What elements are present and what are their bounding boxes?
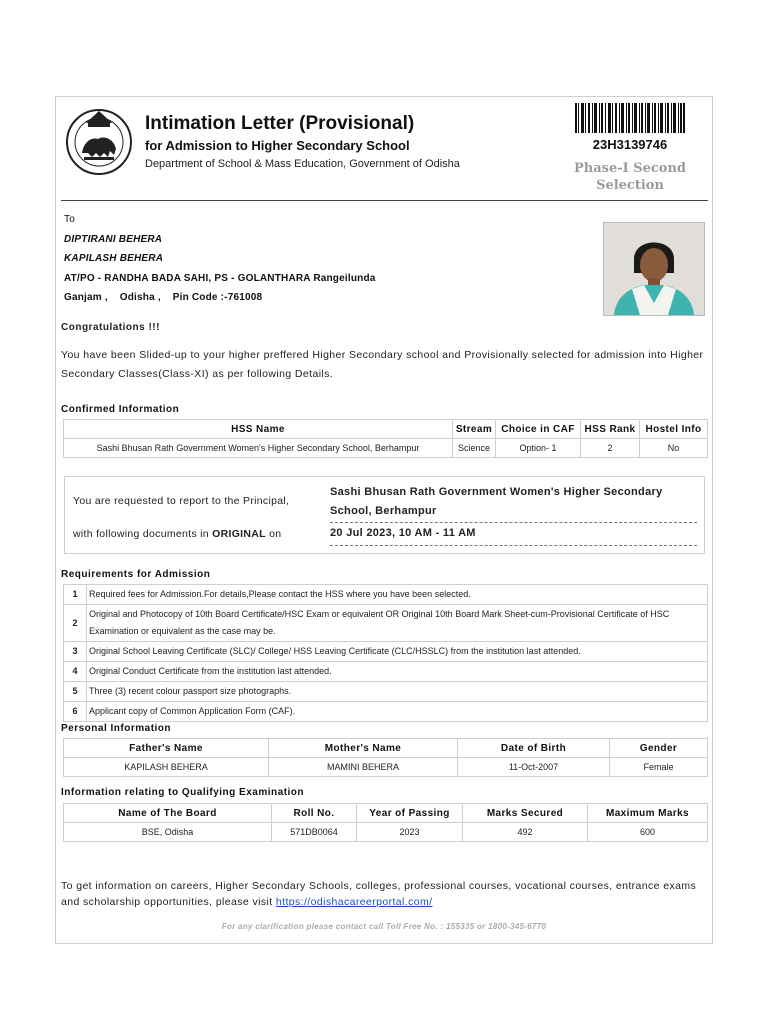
candidate-name: DIPTIRANI BEHERA (64, 234, 163, 245)
hostel-cell: No (640, 439, 708, 458)
table-row (64, 642, 708, 662)
mother-name-cell: MAMINI BEHERA (269, 758, 458, 777)
department-name: Department of School & Mass Education, Government of Odisha (145, 158, 460, 170)
selection-phase: Phase-I Second Selection (573, 161, 687, 193)
item-number: 5 (64, 682, 87, 702)
footer-text: To get information on careers, Higher Secondary Schools, colleges, professional courses, vocational courses, entrance exams and scholarship opportunities, please visit https://odishacareerportal.com/ (61, 880, 697, 908)
table-row (64, 823, 708, 842)
page-title: Intimation Letter (Provisional) (145, 113, 415, 134)
column-header: Roll No. (272, 804, 357, 823)
column-header: Date of Birth (458, 739, 610, 758)
column-header: Marks Secured (463, 804, 588, 823)
column-header: Mother's Name (269, 739, 458, 758)
page-subtitle: for Admission to Higher Secondary School (145, 138, 410, 153)
choice-cell: Option- 1 (496, 439, 581, 458)
gender-cell: Female (610, 758, 708, 777)
personal-info-heading: Personal Information (61, 723, 172, 734)
table-row (64, 439, 708, 458)
table-header-row (64, 420, 708, 439)
exam-info-heading: Information relating to Qualifying Examination (61, 787, 305, 798)
report-line-2: with following documents in ORIGINAL on (73, 528, 282, 540)
item-number: 2 (64, 605, 87, 642)
report-line-1: You are requested to report to the Principal, (73, 495, 290, 507)
item-number: 3 (64, 642, 87, 662)
divider (330, 522, 697, 523)
congratulations-text: Congratulations !!! (61, 322, 160, 333)
selection-message: You have been Slided-up to your higher preffered Higher Secondary school and Provisionally selected for admission into Higher Secondary Classes(Class-XI) as per following Details. (61, 349, 704, 380)
requirement-text: Applicant copy of Common Application Form (CAF). (87, 702, 708, 722)
column-header: HSS Rank (581, 420, 640, 439)
max-marks-cell: 600 (588, 823, 708, 842)
item-number: 6 (64, 702, 87, 722)
table-row (64, 702, 708, 722)
exam-info-table (63, 803, 708, 842)
table-row (64, 758, 708, 777)
table-row (64, 662, 708, 682)
table-row (64, 682, 708, 702)
table-header-row (64, 739, 708, 758)
requirements-table (63, 584, 708, 722)
item-number: 4 (64, 662, 87, 682)
requirement-text: Three (3) recent colour passport size photographs. (87, 682, 708, 702)
column-header: Maximum Marks (588, 804, 708, 823)
candidate-photo (603, 222, 705, 316)
column-header: Father's Name (64, 739, 269, 758)
table-row (64, 585, 708, 605)
table-row (64, 605, 708, 642)
column-header: Stream (453, 420, 496, 439)
application-number: 23H3139746 (592, 137, 668, 152)
column-header: Year of Passing (357, 804, 463, 823)
year-cell: 2023 (357, 823, 463, 842)
dob-cell: 11-Oct-2007 (458, 758, 610, 777)
column-header: Gender (610, 739, 708, 758)
table-header-row (64, 804, 708, 823)
confirmed-info-heading: Confirmed Information (61, 404, 180, 415)
report-datetime: 20 Jul 2023, 10 AM - 11 AM (330, 527, 476, 539)
marks-secured-cell: 492 (463, 823, 588, 842)
career-portal-link[interactable]: https://odishacareerportal.com/ (275, 896, 433, 908)
roll-no-cell: 571DB0064 (272, 823, 357, 842)
to-label: To (64, 214, 75, 225)
father-name-cell: KAPILASH BEHERA (64, 758, 269, 777)
item-number: 1 (64, 585, 87, 605)
address-line-2: Ganjam , Odisha , Pin Code :-761008 (64, 292, 263, 303)
column-header: Name of The Board (64, 804, 272, 823)
requirement-text: Original Conduct Certificate from the institution last attended. (87, 662, 708, 682)
guardian-name: KAPILASH BEHERA (64, 253, 164, 264)
odisha-emblem-icon (64, 103, 134, 181)
requirements-heading: Requirements for Admission (61, 569, 211, 580)
board-cell: BSE, Odisha (64, 823, 272, 842)
stream-cell: Science (453, 439, 496, 458)
requirement-text: Required fees for Admission.For details,Please contact the HSS where you have been selected. (87, 585, 708, 605)
personal-info-table (63, 738, 708, 777)
barcode-icon (575, 103, 685, 133)
hss-name-cell: Sashi Bhusan Rath Government Women's Higher Secondary School, Berhampur (64, 439, 453, 458)
address-line-1: AT/PO - RANDHA BADA SAHI, PS - GOLANTHARA Rangeilunda (64, 273, 376, 284)
requirement-text: Original and Photocopy of 10th Board Certificate/HSC Exam or equivalent OR Original 10th Board Mark Sheet-cum-Provisional Certificate of HSC Examination or equivalent as the case may be. (87, 605, 708, 642)
column-header: HSS Name (64, 420, 453, 439)
helpline-note: For any clarification please contact call Toll Free No. : 155335 or 1800-345-6770 (221, 922, 547, 931)
requirement-text: Original School Leaving Certificate (SLC)/ College/ HSS Leaving Certificate (CLC/HSSLC) from the institution last attended. (87, 642, 708, 662)
divider (330, 545, 697, 546)
column-header: Hostel Info (640, 420, 708, 439)
header-divider (61, 200, 708, 201)
column-header: Choice in CAF (496, 420, 581, 439)
report-school-name: Sashi Bhusan Rath Government Women's Higher Secondary School, Berhampur (330, 486, 663, 517)
confirmed-info-table (63, 419, 708, 458)
rank-cell: 2 (581, 439, 640, 458)
